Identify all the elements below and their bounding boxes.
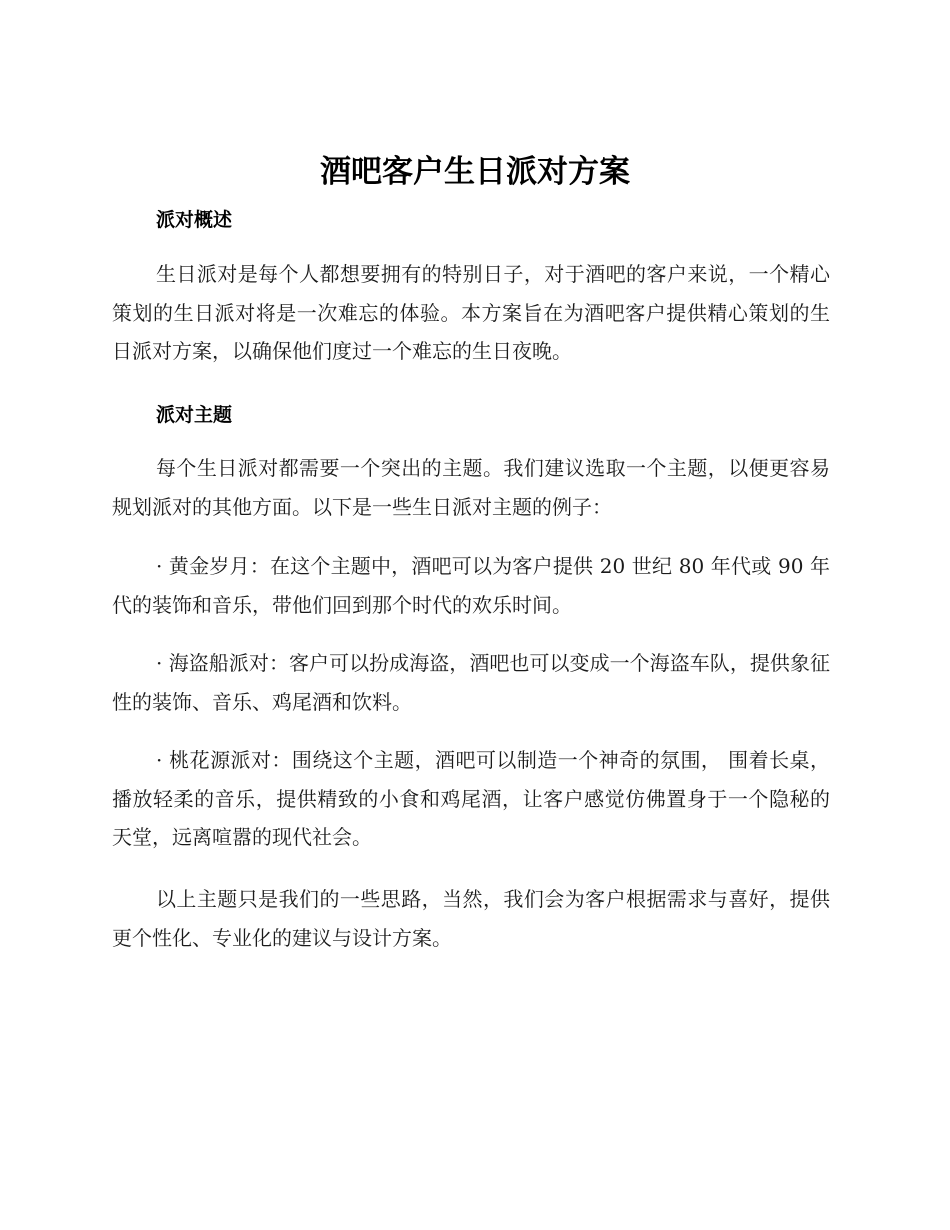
document-title: 酒吧客户生日派对方案 — [320, 154, 630, 190]
section-heading-overview: 派对概述 — [156, 209, 233, 231]
section-heading-theme: 派对主题 — [156, 404, 233, 426]
theme-item-pirate-ship: · 海盗船派对：客户可以扮成海盗，酒吧也可以变成一个海盗车队，提供象征性的装饰、音乐、鸡尾酒和饮料。 — [112, 651, 830, 714]
theme-item-golden-years: · 黄金岁月：在这个主题中，酒吧可以为客户提供 20 世纪 80 年代或 90 年代的装饰和音乐，带他们回到那个时代的欢乐时间。 — [112, 554, 830, 617]
overview-paragraph: 生日派对是每个人都想要拥有的特别日子，对于酒吧的客户来说，一个精心策划的生日派对将是一次难忘的体验。本方案旨在为酒吧客户提供精心策划的生日派对方案，以确保他们度过一个难忘的生日夜晚。 — [112, 262, 830, 363]
theme-item-peach-blossom: · 桃花源派对：围绕这个主题，酒吧可以制造一个神奇的氛围， 围着长桌，播放轻柔的音乐，提供精致的小食和鸡尾酒，让客户感觉仿佛置身于一个隐秘的天堂，远离喧嚣的现代社会。 — [112, 748, 830, 849]
theme-intro-paragraph: 每个生日派对都需要一个突出的主题。我们建议选取一个主题，以便更容易规划派对的其他方面。以下是一些生日派对主题的例子： — [112, 456, 830, 519]
theme-closing-paragraph: 以上主题只是我们的一些思路，当然，我们会为客户根据需求与喜好，提供更个性化、专业化的建议与设计方案。 — [112, 887, 830, 950]
